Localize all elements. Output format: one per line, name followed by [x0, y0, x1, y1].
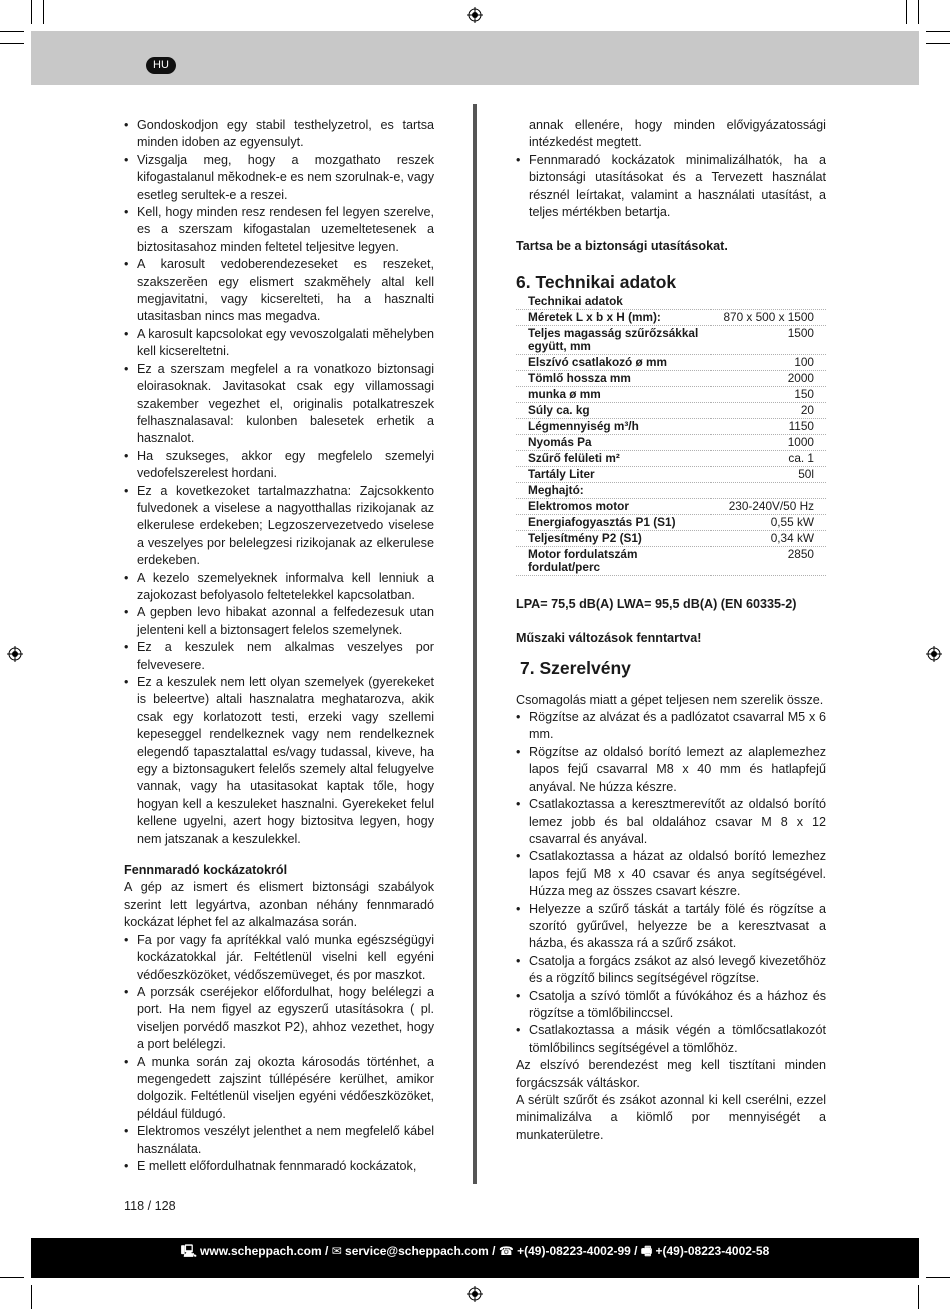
table-row [516, 309, 826, 325]
registration-mark-icon [467, 7, 483, 23]
table-row [516, 402, 826, 418]
tech-data-table [516, 294, 826, 576]
list-item: • A munka során zaj okozta károsodás történhet, a megengedett zajszint túllépésére kerülhet, amikor dolgozik. Feltétlenül viseljen egyéni védőeszközöket, például füldugó. [124, 1054, 434, 1124]
table-row [516, 386, 826, 402]
list-item: • Helyezze a szűrő táskát a tartály fölé és rögzítse a szorító gyűrűvel, helyezze be a keresztvasat a házba, és akassza rá a szűrő zsákot. [516, 901, 826, 953]
safety-reminder: Tartsa be a biztonsági utasításokat. [516, 239, 728, 254]
spec-value: 100 [711, 354, 826, 370]
assembly-heading: 7. Szerelvény [520, 657, 631, 678]
spec-label: Légmennyiség m³/h [516, 418, 711, 434]
table-row [516, 294, 826, 310]
safety-bullet-list [124, 117, 434, 848]
spec-label: Meghajtó: [516, 482, 711, 498]
table-row [516, 498, 826, 514]
spec-label: Teljesítmény P2 (S1) [516, 530, 711, 546]
registration-mark-icon [926, 646, 942, 662]
list-item: • A kezelo szemelyeknek informalva kell lenniuk a zajokozast befolyasolo feltetelekkel kapcsolatban. [124, 570, 434, 605]
spec-value: 2000 [711, 370, 826, 386]
crop-mark [31, 0, 32, 24]
list-item: • Vizsgalja meg, hogy a mozgathato reszek kifogastalanul mĕkodnek-e es nem szorulnak-e, vagy esetleg serultek-e a reszei. [124, 152, 434, 204]
language-badge: HU [146, 57, 176, 74]
list-item: • A porzsák cseréjekor előfordulhat, hogy belélegzi a port. Ha nem figyel az egyszerű utasításokra ( pl. viseljen porvédő maszkot P2), ahhoz vezethet, hogy a port belélegzi. [124, 984, 434, 1054]
list-item: • Csatlakoztassa a másik végén a tömlőcsatlakozót tömlőbilincs segítségével a tömlőhöz. [516, 1022, 826, 1057]
spec-label: Elszívó csatlakozó ø mm [516, 354, 711, 370]
registration-mark-icon [467, 1286, 483, 1302]
table-row [516, 450, 826, 466]
spec-value: 0,55 kW [711, 514, 826, 530]
list-item: • Kell, hogy minden resz rendesen fel legyen szerelve, es a szerszam kifogastalan uzemeltetesenek a biztositasahoz minden feltetel teljesitve legyen. [124, 204, 434, 256]
spec-label: Nyomás Pa [516, 434, 711, 450]
spec-value: 150 [711, 386, 826, 402]
spec-label: Szűrő felületi m² [516, 450, 711, 466]
crop-mark [918, 0, 919, 24]
crop-mark [0, 1277, 24, 1278]
spec-value: ca. 1 [711, 450, 826, 466]
list-item: • Csatlakoztassa a házat az oldalsó borító lemezhez lapos fejű M8 x 40 csavar és anya segítségével. Húzza meg az összes csavart készre. [516, 848, 826, 900]
list-item: • Fa por vagy fa aprítékkal való munka egészségügyi kockázatokkal jár. Feltétlenül viselni kell egyéni védőeszközöket, védőszemüveget, és por maszkot. [124, 932, 434, 984]
list-item: • Fennmaradó kockázatok minimalizálhatók, ha a biztonsági utasításokat és a Tervezett használat résznél leírtakat, valamint a használati utasítást, a teljes mértékben betartja. [516, 152, 826, 222]
crop-mark [926, 31, 950, 32]
crop-mark [43, 0, 44, 24]
residual-risks-list-continued [516, 152, 826, 222]
list-item: • A karosult vedoberendezeseket es reszeket, szakszerĕen egy elismert szakmĕhely altal kell megjavitatni, vagy kicserelteti, ha a hasznalti utasitasban nincs mas megadva. [124, 256, 434, 326]
list-item: • Rögzítse az alvázat és a padlózatot csavarral M5 x 6 mm. [516, 709, 826, 744]
left-column [124, 117, 434, 1175]
table-row [516, 418, 826, 434]
table-row [516, 325, 826, 354]
residual-risks-heading: Fennmaradó kockázatokról [124, 863, 288, 878]
list-item: • Csatlakoztassa a keresztmerevítőt az oldalsó borító lemez jobb és bal oldalához csavar M 8 x 12 csavarral és anyával. [516, 796, 826, 848]
list-item: • Ez a kovetkezoket tartalmazzhatna: Zajcsokkento fulvedonek a viselese a nagyotthallas rizikojanak az elkerulese erdekeben; Legzoszervezetvedo viselese a veszelyes por belelegzesi rizikojanak az elkerulese erdekeben. [124, 483, 434, 570]
spec-label: munka ø mm [516, 386, 711, 402]
right-column [516, 117, 826, 1144]
table-row [516, 354, 826, 370]
assembly-steps-list [516, 709, 826, 1057]
closing-note-filter: A sérült szűrőt és zsákot azonnal ki kell cserélni, ezzel minimalizálva a kiömlő por mennyiségét a munkaterületre. [516, 1093, 826, 1142]
continuation-text: annak ellenére, hogy minden elővigyázatossági intézkedést megtett. [529, 118, 826, 150]
table-row [516, 546, 826, 575]
crop-mark [926, 43, 950, 44]
spec-value: 1500 [711, 325, 826, 354]
crop-mark [906, 0, 907, 24]
assembly-intro: Csomagolás miatt a gépet teljesen nem szerelik össze. [516, 692, 824, 707]
spec-label: Elektromos motor [516, 498, 711, 514]
spec-label: Tömlő hossza mm [516, 370, 711, 386]
list-item: • Csatolja a szívó tömlőt a fúvókához és a házhoz és rögzítse a tömlőbilinccsel. [516, 988, 826, 1023]
spec-value: 50l [711, 466, 826, 482]
crop-mark [0, 31, 24, 32]
residual-risks-list [124, 932, 434, 1176]
spec-label: Teljes magasság szűrőzsákkal együtt, mm [516, 325, 711, 354]
table-row [516, 370, 826, 386]
list-item: • E mellett előfordulhatnak fennmaradó kockázatok, [124, 1158, 434, 1175]
table-header-cell: Technikai adatok [516, 294, 826, 310]
page-number: 118 / 128 [124, 1199, 176, 1213]
footer-contact-line: 🖳 www.scheppach.com / ✉ service@scheppach.com / ☎ +(49)-08223-4002-99 / 🖷 +(49)-08223-4002-58 [180, 1244, 770, 1258]
spec-value [711, 482, 826, 498]
list-item: • Gondoskodjon egy stabil testhelyzetrol, es tartsa minden idoben az egyensulyt. [124, 117, 434, 152]
crop-mark [926, 1277, 950, 1278]
list-item: • Ha szukseges, akkor egy megfelelo szemelyi vedofelszerelest hordani. [124, 448, 434, 483]
list-item: • A gepben levo hibakat azonnal a felfedezesuk utan jelenteni kell a biztonsagert felelos szemelynek. [124, 604, 434, 639]
spec-label: Motor fordulatszám fordulat/perc [516, 546, 711, 575]
spec-value: 20 [711, 402, 826, 418]
tech-data-heading: 6. Technikai adatok [516, 271, 677, 292]
list-item: • Elektromos veszélyt jelenthet a nem megfelelő kábel használata. [124, 1123, 434, 1158]
table-row [516, 482, 826, 498]
spec-label: Méretek L x b x H (mm): [516, 309, 711, 325]
residual-risks-intro: A gép az ismert és elismert biztonsági szabályok szerint lett legyártva, azonban néhány fennmaradó kockázat léphet fel az alkalmazása során. [124, 880, 434, 930]
footer-bar [31, 1238, 919, 1278]
list-item: • A karosult kapcsolokat egy vevoszolgalati mĕhelyben kell kicsereltetni. [124, 326, 434, 361]
crop-mark [31, 1285, 32, 1309]
changes-note: Műszaki változások fenntartva! [516, 631, 702, 646]
noise-levels: LPA= 75,5 dB(A) LWA= 95,5 dB(A) (EN 60335-2) [516, 596, 797, 611]
spec-value: 0,34 kW [711, 530, 826, 546]
table-row [516, 530, 826, 546]
crop-mark [918, 1285, 919, 1309]
spec-value: 2850 [711, 546, 826, 575]
spec-label: Súly ca. kg [516, 402, 711, 418]
list-item: • Rögzítse az oldalsó borító lemezt az alaplemezhez lapos fejű csavarral M8 x 40 mm és hatlapfejű anyával. Ne húzza készre. [516, 744, 826, 796]
spec-value: 870 x 500 x 1500 [711, 309, 826, 325]
spec-value: 1150 [711, 418, 826, 434]
table-row [516, 466, 826, 482]
spec-value: 1000 [711, 434, 826, 450]
list-item: • Ez a keszulek nem lett olyan szemelyek (gyerekeket is beleertve) altali hasznalatra meghatarozva, akik csak egy korlatozott testi, erzeki vagy szellemi kepeseggel rendelkeznek vagy nem rendelkeznek elegendő tapasztalattal es/vagy tudassal, kiveve, ha egy a biztonsagukert felelős szemely altal felugyelve vannak, vagy ha utasitasokat kaptak tőle, hogy hogyan kell a keszuleket hasznalni. Gyerekeket felul kellene ugyelni, azert hogy biztositva legyen, hogy nem jatszanak a keszulekkel. [124, 674, 434, 848]
list-item: • Ez a szerszam megfelel a ra vonatkozo biztonsagi eloirasoknak. Javitasokat csak egy villamossagi szakember vegezhet el, originalis potalkatreszek felhasznalasaval: kulonben balesetek erhetik a hasznalot. [124, 361, 434, 448]
spec-label: Energiafogyasztás P1 (S1) [516, 514, 711, 530]
spec-label: Tartály Liter [516, 466, 711, 482]
table-row [516, 434, 826, 450]
crop-mark [0, 43, 24, 44]
registration-mark-icon [7, 646, 23, 662]
list-item: • Csatolja a forgács zsákot az alsó levegő kivezetőhöz és a rögzítő bilincs segítségével rögzítse. [516, 953, 826, 988]
spec-value: 230-240V/50 Hz [711, 498, 826, 514]
column-divider [473, 104, 477, 1184]
list-item: • Ez a keszulek nem alkalmas veszelyes por felvevesere. [124, 639, 434, 674]
table-row [516, 514, 826, 530]
closing-note-cleaning: Az elszívó berendezést meg kell tisztítani minden forgácszsák váltáskor. [516, 1058, 826, 1090]
